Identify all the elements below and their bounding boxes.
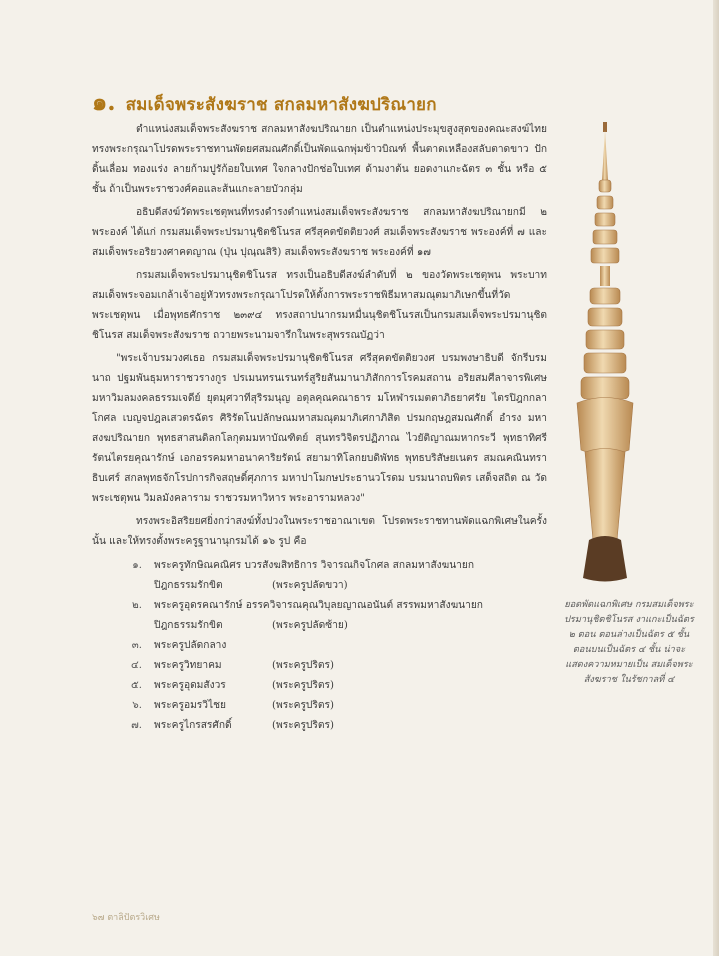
body-text — [92, 120, 547, 736]
finial-carved-base — [577, 398, 633, 456]
list-item — [92, 596, 547, 636]
paragraph-3: กรมสมเด็จพระปรมานุชิตชิโนรส ทรงเป็นอธิบดีสงฆ์ลำดับที่ ๒ ของวัดพระเชตุพน พระบาทสมเด็จพระจอมเกล้าเจ้าอยู่หัวทรงพระกรุณาโปรดให้ตั้งการพระราชพิธีมหาสมณุตมาภิเษกขึ้นที่วัดพระเชตุพน เมื่อพุทธศักราช ๒๓๙๔ ทรงสถาปนากรมหมื่นนุชิตชิโนรสเป็นกรมสมเด็จพระปรมานุชิตชิโนรส สมเด็จพระสังฆราช ถวายพระนามจารึกในพระสุพรรณบัฏว่า — [92, 270, 547, 341]
list-item-number: ๗. — [131, 720, 142, 731]
finial-wood-socket — [583, 536, 627, 582]
list-item-subname: ปิฎกธรรมรักขิต — [154, 620, 223, 631]
page-edge — [713, 0, 719, 956]
finial-lower-tiers — [581, 288, 629, 399]
list-item-name: พระครูวิทยาคม — [154, 660, 222, 671]
list-item-name: พระครูทักษิณคณิศร บวรสังฆสิทธิการ วิจารณกิจโกศล สกลมหาสังฆนายก — [154, 560, 475, 571]
list-item-number: ๕. — [131, 680, 142, 691]
list-item-name: พระครูอุดรคณารักษ์ อรรควิจารณคุณวิบุลยญาณอนันต์ สรรพมหาสังฆนายก — [154, 600, 483, 611]
section-heading — [92, 82, 652, 121]
image-caption: ยอดพัดแฉกพิเศษ กรมสมเด็จพระปรมานุชิตชิโนรส งาแกะเป็นฉัตร ๒ ตอน ตอนล่างเป็นฉัตร ๕ ชั้น ตอนบนเป็นฉัตร ๔ ชั้น น่าจะแสดงความหมายเป็น สมเด็จพระสังฆราช ในรัชกาลที่ ๔ — [564, 599, 694, 685]
list-item — [92, 556, 547, 596]
list-item-number: ๒. — [132, 600, 142, 611]
paragraph-1: ตำแหน่งสมเด็จพระสังฆราช สกลมหาสังฆปริณายก เป็นตำแหน่งประมุขสูงสุดของคณะสงฆ์ไทย ทรงพระกรุณาโปรดพระราชทานพัดยศสมณศักดิ์เป็นพัดแฉกพุ่มข้าวบิณฑ์ พื้นตาดเหลืองสลับตาดขาว ปักดิ้นเลื่อม ทองแร่ง ลายก้ามปูรัก้อยใบเทศ ใจกลางปักช่อใบเทศ ด้ามงาต้น ยอดงาแกะฉัตร ๓ ชั้น หรือ ๕ ชั้น ถ้าเป็นพระราชวงศ์คอและส้นแกะลายบัวกลุ่ม — [92, 124, 547, 195]
list-item-name: พระครูไกรสรศักดิ์ — [154, 720, 232, 731]
list-item-role: (พระครูปริตร) — [272, 700, 334, 711]
list-item-name: พระครูอมรวิไชย — [154, 700, 226, 711]
list-item — [92, 696, 547, 716]
finial-neck — [600, 266, 610, 286]
list-item-role: (พระครูปริตร) — [272, 680, 334, 691]
paragraph-after-quote: ทรงพระอิสริยยศยิ่งกว่าสงฆ์ทั้งปวงในพระราชอาณาเขต โปรดพระราชทานพัดแฉกพิเศษในครั้งนั้น และให้ทรงตั้งพระครูฐานานุกรมได้ ๑๖ รูป คือ — [92, 516, 547, 547]
paragraph-2: อธิบดีสงฆ์วัดพระเชตุพนที่ทรงดำรงตำแหน่งสมเด็จพระสังฆราช สกลมหาสังฆปริณายกมี ๒ พระองค์ ได้แก่ กรมสมเด็จพระปรมานุชิตชิโนรส ศรีสุคตขัตติยวงศ์ สมเด็จพระสังฆราช พระองค์ที่ ๗ และสมเด็จพระอริยวงศาคตญาณ (ปุ่น ปุณฺณสิริ) สมเด็จพระสังฆราช พระองค์ที่ ๑๗ — [92, 207, 547, 258]
list-item-number: ๓. — [131, 640, 142, 651]
list-item — [92, 636, 547, 656]
section-title: สมเด็จพระสังฆราช สกลมหาสังฆปริณายก — [125, 95, 437, 115]
list-item — [92, 656, 547, 676]
list-item-role: (พระครูปลัดซ้าย) — [272, 620, 348, 631]
list-item-role: (พระครูปริตร) — [272, 720, 334, 731]
list-item-number: ๔. — [131, 660, 142, 671]
list-item-name: พระครูอุดมสังวร — [154, 680, 226, 691]
list-item-name: พระครูปลัดกลาง — [154, 640, 227, 651]
finial-lotus-base — [585, 449, 625, 547]
royal-title-quote: "พระเจ้าบรมวงศเธอ กรมสมเด็จพระปรมานุชิตชิโนรส ศรีสุคตขัตติยวงศ บรมพงษาธิบดี จักรีบรมนาถ ปฐมพันธุมหาราชวรางกูร ปรเมนทรนเรนทร์สูริยสันมานาภิสักการโรคมสถาน อริยสมศีลาจารพิเศษ มหาวิมลมงคลธรรมเจดีย์ ยุตมุศวาทีสุริรมนุญ อตุลคุณคณาธาร มโหฬารเมตตาภิธยาศรัย ไตรปิฎกกลาโกศล เบญจปฎลเสวตรฉัตร ศิริรัตโนปลักษณมหาสมณุตมาภิเศกาภิสิต ปรมกฤษฎสมณศักดิ์ อำรง มหาสงฆปริณายก พุทธสาสนดิลกโลกุตมมหาบัณฑิตย์ สุนทรวิจิตรปฏิภาณ ไวยัติญาณมหากระวี พุทธาทิศรีรัตนไตรยคุณารักษ์ เอกอรรคมหาอนาคาริยรัตน์ สยามาทิโลกยบดิพัทธ พุทธบริสัษยเนตร สมณคณินทราธิบเศร์ สกลพุทธจักโรปการกิจสฤษดิ์ศุภการ มหาปาโมกษประธานวโรดม บรมนาถบพิตร เสด็จสถิต ณ วัดพระเชตุพน วิมลมังคลาราม ราชวรมหาวิหาร พระอารามหลวง" — [92, 353, 547, 504]
list-item-subname: ปิฎกธรรมรักขิต — [154, 580, 223, 591]
list-item-number: ๖. — [132, 700, 142, 711]
finial-upper-tiers — [591, 180, 619, 263]
list-item-number: ๑. — [132, 560, 142, 571]
list-item — [92, 676, 547, 696]
list-item-role: (พระครูปริตร) — [272, 660, 334, 671]
list-item — [92, 716, 547, 736]
monk-title-list — [92, 556, 547, 736]
list-item-role: (พระครูปลัดขวา) — [272, 580, 348, 591]
ivory-fan-finial-image — [555, 120, 655, 585]
finial-spire — [602, 130, 608, 180]
section-number: ๑. — [92, 87, 116, 116]
page-footer: ๖๗ ตาลิปัตรวิเศษ — [92, 913, 160, 923]
